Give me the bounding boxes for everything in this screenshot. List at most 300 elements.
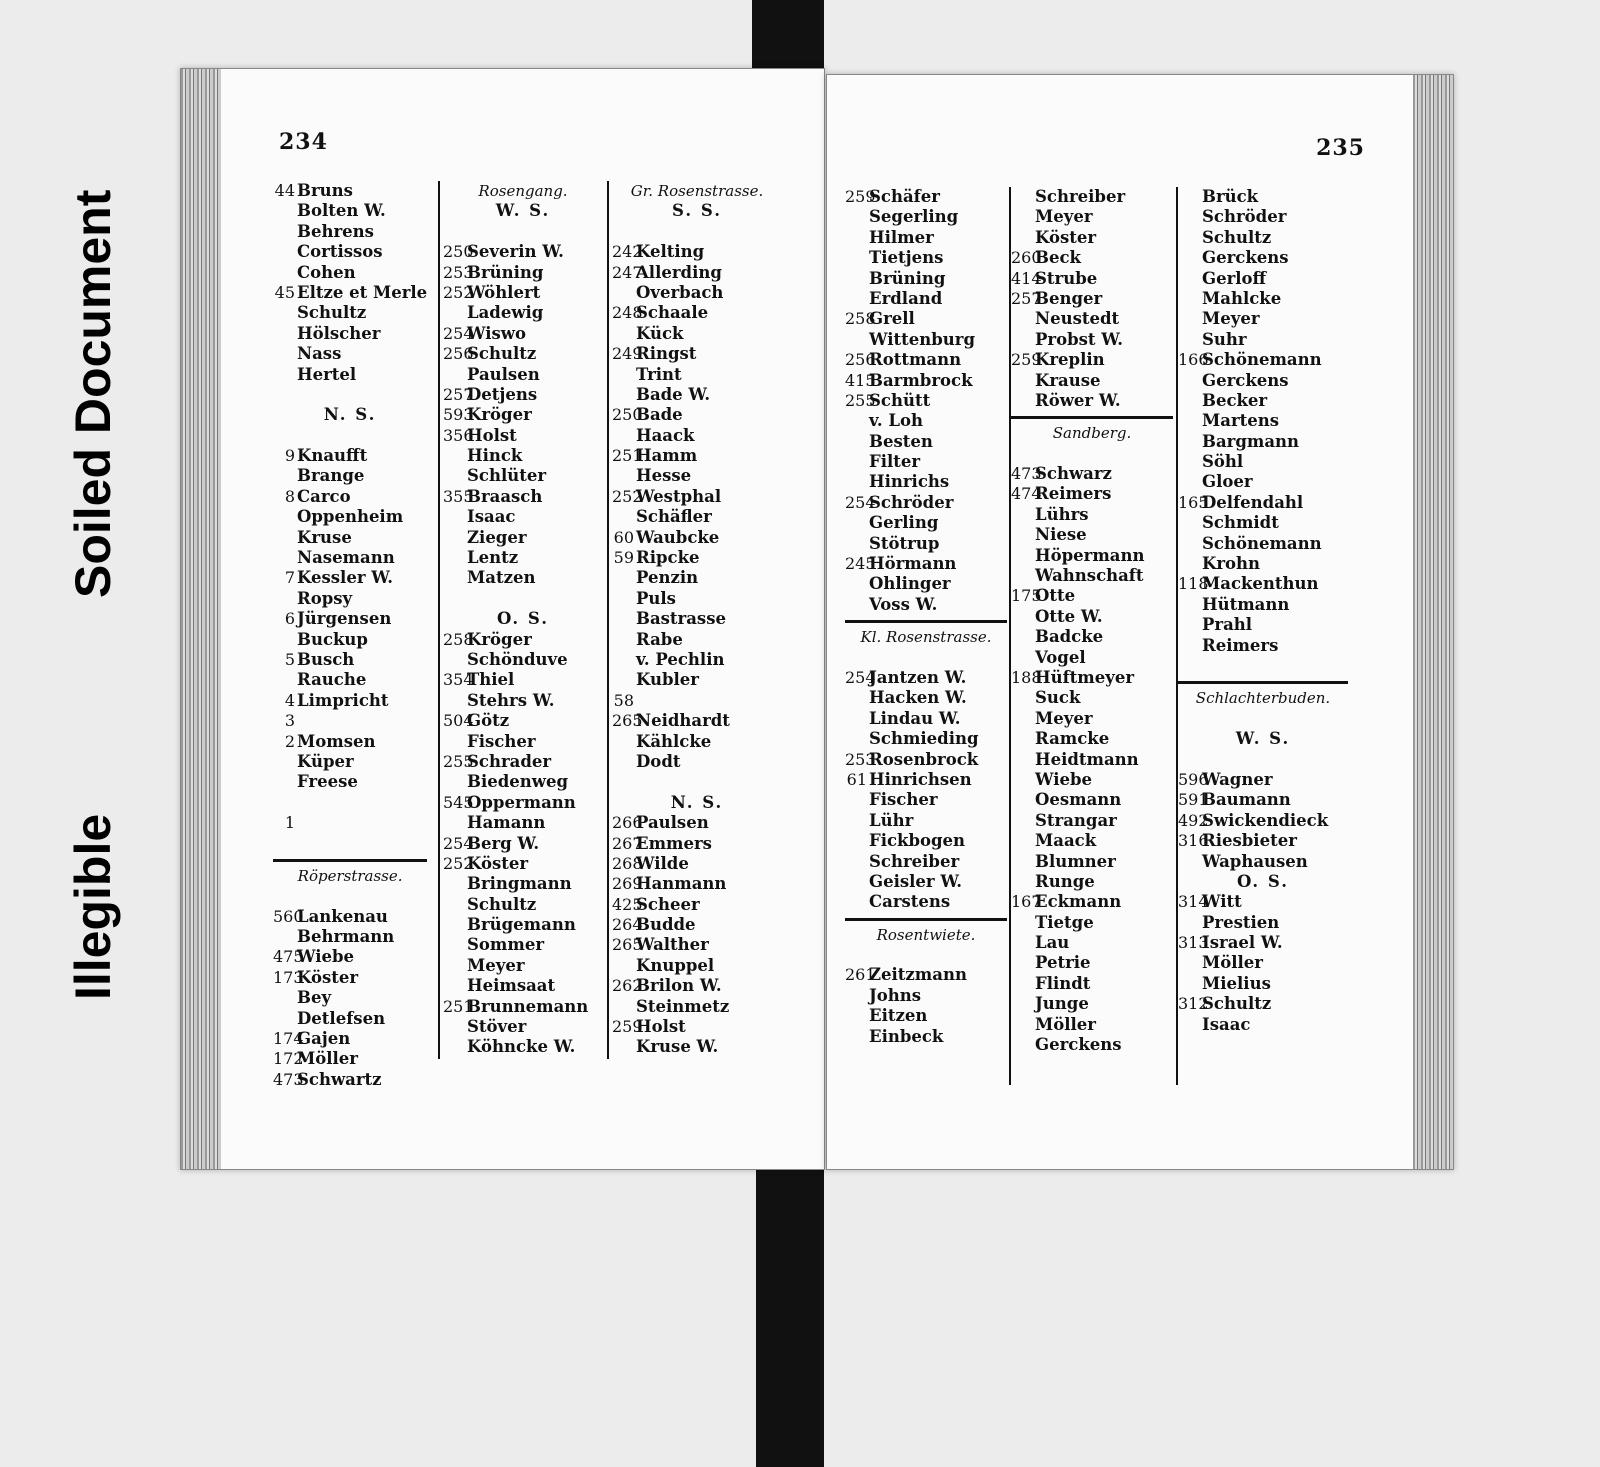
directory-entry: [273, 1070, 427, 1090]
resident-name: Ropsy: [297, 588, 353, 608]
resident-name: Kück: [636, 323, 684, 343]
resident-name: Meyer: [1035, 708, 1093, 728]
resident-name: Jürgensen: [297, 609, 392, 629]
house-number: 354: [443, 670, 474, 690]
resident-name: Suhr: [1202, 329, 1247, 349]
house-number: 245: [845, 554, 876, 574]
resident-name: Schultz: [1202, 994, 1272, 1014]
directory-entry: [443, 670, 603, 690]
resident-name: Oppermann: [467, 792, 576, 812]
house-number: 2: [284, 731, 295, 751]
page-number: 234: [279, 129, 328, 155]
resident-name: Wiebe: [297, 947, 355, 967]
house-number: 355: [443, 486, 474, 506]
resident-name: Severin W.: [467, 242, 564, 262]
directory-entry: [1178, 574, 1348, 594]
resident-name: Hölscher: [297, 323, 381, 343]
spacer: [273, 886, 427, 906]
directory-entry: [443, 324, 603, 344]
resident-name: Maack: [1035, 831, 1097, 851]
resident-name: Brügemann: [467, 915, 576, 935]
left-page: [180, 68, 825, 1170]
directory-entry: [1178, 933, 1348, 953]
house-number: 258: [443, 629, 474, 649]
street-heading: Kl. Rosenstrasse.: [860, 628, 992, 647]
resident-name: Puls: [636, 588, 676, 608]
resident-name: Lau: [1035, 933, 1070, 953]
resident-name: Brange: [297, 466, 365, 486]
house-number: 174: [273, 1029, 304, 1049]
resident-name: Freese: [297, 772, 358, 792]
resident-name: Overbach: [636, 282, 724, 302]
house-number: 175: [1011, 586, 1042, 606]
house-number: 167: [1011, 892, 1042, 912]
resident-name: Brüning: [869, 268, 946, 288]
resident-name: Rosenbrock: [869, 749, 979, 769]
resident-name: Biedenweg: [467, 772, 568, 792]
resident-name: Brunnemann: [467, 996, 589, 1016]
resident-name: Köster: [297, 967, 359, 987]
resident-name: Besten: [869, 431, 933, 451]
binding-strip-bottom: [756, 1168, 824, 1467]
house-number: 545: [443, 792, 474, 812]
resident-name: Sommer: [467, 935, 545, 955]
house-number: 251: [612, 446, 643, 466]
resident-name: Holst: [636, 1017, 686, 1037]
house-number: 4: [284, 690, 295, 710]
directory-entry: [612, 691, 782, 711]
directory-entry: [273, 1049, 427, 1069]
house-number: 165: [1178, 492, 1209, 512]
resident-name: Flindt: [1035, 973, 1091, 993]
directory-entry: [273, 446, 427, 466]
house-number: 258: [845, 309, 876, 329]
directory-entry: [845, 668, 1007, 688]
house-number: 7: [284, 568, 295, 588]
directory-entry: [612, 303, 782, 323]
directory-entry: [1178, 790, 1348, 810]
resident-name: Niese: [1035, 525, 1087, 545]
house-number: 260: [1011, 248, 1042, 268]
resident-name: Ripcke: [636, 548, 700, 568]
resident-name: Mackenthun: [1202, 574, 1319, 594]
resident-name: Emmers: [636, 833, 712, 853]
resident-name: Fischer: [467, 731, 536, 751]
house-number: 356: [443, 425, 474, 445]
column-2: [443, 181, 603, 1058]
house-number: 268: [612, 853, 643, 873]
resident-name: Grell: [869, 309, 915, 329]
directory-entry: [612, 854, 782, 874]
resident-name: Meyer: [467, 955, 525, 975]
resident-name: Dodt: [636, 751, 681, 771]
house-number: 255: [845, 390, 876, 410]
resident-name: Schreiber: [1035, 187, 1126, 206]
resident-name: Schönduve: [467, 649, 568, 669]
resident-name: Schreiber: [869, 851, 960, 871]
spacer: [1011, 444, 1173, 464]
resident-name: Reimers: [1035, 484, 1112, 504]
directory-entry: [443, 793, 603, 813]
page-number: 235: [1316, 135, 1365, 161]
house-number: 473: [1011, 464, 1042, 484]
resident-name: Matzen: [467, 568, 536, 588]
resident-name: Zieger: [467, 527, 527, 547]
house-number: 254: [845, 667, 876, 687]
directory-entry: [273, 650, 427, 670]
resident-name: Paulsen: [636, 813, 709, 833]
directory-entry: [273, 487, 427, 507]
house-number: 252: [443, 853, 474, 873]
directory-entry: [612, 528, 782, 548]
directory-entry: [443, 834, 603, 854]
house-number: 262: [612, 976, 643, 996]
resident-name: Ladewig: [467, 303, 544, 323]
resident-name: Geisler W.: [869, 871, 963, 891]
resident-name: Heimsaat: [467, 976, 556, 996]
house-number: 247: [612, 262, 643, 282]
house-number: 312: [1178, 994, 1209, 1014]
side-heading: N. S.: [670, 792, 724, 812]
resident-name: Gerckens: [1035, 1035, 1122, 1055]
directory-entry: [1178, 493, 1348, 513]
house-number: 248: [612, 303, 643, 323]
page-edge: [181, 69, 221, 1169]
resident-name: Barmbrock: [869, 370, 973, 390]
resident-name: Nasemann: [297, 548, 395, 568]
column-divider: [607, 181, 609, 1059]
resident-name: Bade W.: [636, 384, 711, 404]
resident-name: Lührs: [1035, 504, 1089, 524]
directory-entry: [612, 935, 782, 955]
column-3: [1178, 187, 1348, 1035]
house-number: 492: [1178, 810, 1209, 830]
resident-name: Söhl: [1202, 452, 1244, 472]
directory-entry: [845, 770, 1007, 790]
resident-name: Detlefsen: [297, 1008, 386, 1028]
house-number: 166: [1178, 350, 1209, 370]
resident-name: Lindau W.: [869, 708, 961, 728]
resident-name: Hilmer: [869, 227, 934, 247]
resident-name: Zeitzmann: [869, 965, 967, 985]
directory-entry: [1178, 994, 1348, 1014]
right-page: [826, 74, 1454, 1170]
directory-entry: [443, 242, 603, 262]
resident-name: Strangar: [1035, 810, 1117, 830]
resident-name: Behrmann: [297, 927, 395, 947]
resident-name: v. Loh: [869, 411, 924, 431]
house-number: 256: [845, 350, 876, 370]
resident-name: Isaac: [1202, 1014, 1251, 1034]
resident-name: Schultz: [467, 344, 537, 364]
resident-name: Israel W.: [1202, 933, 1283, 953]
directory-entry: [1011, 892, 1173, 912]
spacer: [443, 589, 603, 609]
resident-name: Kessler W.: [297, 568, 393, 588]
resident-name: Waphausen: [1202, 851, 1308, 871]
house-number: 44: [274, 181, 295, 200]
directory-entry: [612, 915, 782, 935]
directory-entry: [443, 752, 603, 772]
resident-name: Hacken W.: [869, 688, 967, 708]
resident-name: Runge: [1035, 871, 1095, 891]
directory-entry: [612, 976, 782, 996]
house-number: 254: [443, 833, 474, 853]
resident-name: Brilon W.: [636, 976, 722, 996]
directory-entry: [612, 344, 782, 364]
resident-name: Probst W.: [1035, 329, 1124, 349]
directory-entry: [1178, 831, 1348, 851]
resident-name: Becker: [1202, 390, 1268, 410]
directory-entry: [612, 1017, 782, 1037]
resident-name: Suck: [1035, 688, 1081, 708]
resident-name: Gerling: [869, 513, 939, 533]
directory-entry: [273, 813, 427, 833]
resident-name: Kählcke: [636, 731, 712, 751]
resident-name: Schröder: [1202, 207, 1287, 227]
resident-name: Schwartz: [297, 1069, 382, 1089]
house-number: 269: [612, 874, 643, 894]
directory-entry: [443, 426, 603, 446]
resident-name: Wiebe: [1035, 769, 1093, 789]
house-number: 259: [845, 187, 876, 206]
resident-name: Cortissos: [297, 242, 383, 262]
resident-name: Riesbieter: [1202, 831, 1297, 851]
spacer: [273, 426, 427, 446]
house-number: 252: [612, 486, 643, 506]
resident-name: Oppenheim: [297, 507, 404, 527]
directory-entry: [1011, 350, 1173, 370]
directory-entry: [845, 965, 1007, 985]
resident-name: Schäfer: [869, 187, 940, 206]
directory-entry: [612, 834, 782, 854]
house-number: 188: [1011, 667, 1042, 687]
resident-name: Schütt: [869, 390, 931, 410]
directory-entry: [845, 350, 1007, 370]
directory-entry: [612, 711, 782, 731]
section-rule: [845, 615, 1007, 627]
resident-name: Trint: [636, 364, 682, 384]
resident-name: Holst: [467, 425, 517, 445]
directory-entry: [273, 609, 427, 629]
column-2: [1011, 187, 1173, 1055]
resident-name: Kreplin: [1035, 350, 1105, 370]
resident-name: Steinmetz: [636, 996, 730, 1016]
directory-entry: [845, 493, 1007, 513]
resident-name: Allerding: [636, 262, 722, 282]
resident-name: Filter: [869, 452, 921, 472]
house-number: 473: [273, 1069, 304, 1089]
resident-name: Hüftmeyer: [1035, 667, 1135, 687]
resident-name: Rauche: [297, 670, 367, 690]
directory-entry: [443, 405, 603, 425]
house-number: 8: [284, 486, 295, 506]
resident-name: Möller: [1035, 1014, 1096, 1034]
resident-name: Gloer: [1202, 472, 1253, 492]
resident-name: Köster: [467, 853, 529, 873]
house-number: 58: [613, 690, 634, 710]
house-number: 3: [284, 711, 295, 731]
resident-name: Hinrichs: [869, 472, 950, 492]
house-number: 474: [1011, 484, 1042, 504]
resident-name: Hamm: [636, 446, 698, 466]
resident-name: Fischer: [869, 790, 938, 810]
resident-name: Heidtmann: [1035, 749, 1139, 769]
resident-name: Vogel: [1035, 647, 1086, 667]
house-number: 256: [443, 344, 474, 364]
resident-name: Knaufft: [297, 446, 368, 466]
resident-name: Thiel: [467, 670, 515, 690]
resident-name: Hörmann: [869, 554, 957, 574]
resident-name: Budde: [636, 915, 696, 935]
directory-entry: [1178, 892, 1348, 912]
resident-name: Hertel: [297, 364, 357, 384]
spacer: [273, 793, 427, 813]
resident-name: Delfendahl: [1202, 492, 1304, 512]
side-labels: [64, 0, 136, 1467]
house-number: 118: [1178, 574, 1209, 594]
directory-entry: [1011, 484, 1173, 504]
page-edge: [1413, 75, 1453, 1169]
resident-name: Prestien: [1202, 912, 1280, 932]
resident-name: Eltze et Merle: [297, 282, 428, 302]
house-number: 265: [612, 935, 643, 955]
side-heading: N. S.: [323, 405, 377, 425]
resident-name: Hinck: [467, 446, 523, 466]
resident-name: Reimers: [1202, 635, 1279, 655]
house-number: 61: [846, 769, 867, 789]
house-number: 242: [612, 242, 643, 262]
street-heading: Sandberg.: [1052, 424, 1132, 443]
resident-name: Isaac: [467, 507, 516, 527]
house-number: 252: [443, 282, 474, 302]
resident-name: Benger: [1035, 288, 1103, 308]
resident-name: Kubler: [636, 670, 699, 690]
house-number: 9: [284, 446, 295, 466]
resident-name: Hütmann: [1202, 594, 1290, 614]
resident-name: Schrader: [467, 751, 552, 771]
resident-name: Petrie: [1035, 953, 1091, 973]
house-number: 259: [1011, 350, 1042, 370]
house-number: 255: [443, 751, 474, 771]
resident-name: Kröger: [467, 405, 532, 425]
resident-name: Westphal: [636, 486, 722, 506]
directory-entry: [845, 309, 1007, 329]
spacer: [1178, 656, 1348, 676]
resident-name: Knuppel: [636, 955, 715, 975]
resident-name: Wahnschaft: [1035, 566, 1144, 586]
house-number: 265: [612, 711, 643, 731]
resident-name: Penzin: [636, 568, 699, 588]
resident-name: Otte: [1035, 586, 1076, 606]
house-number: 253: [443, 262, 474, 282]
directory-entry: [845, 554, 1007, 574]
resident-name: Schmidt: [1202, 513, 1279, 533]
resident-name: Rabe: [636, 629, 683, 649]
resident-name: Hesse: [636, 466, 692, 486]
resident-name: Wittenburg: [869, 329, 976, 349]
resident-name: Einbeck: [869, 1026, 944, 1046]
house-number: 172: [273, 1049, 304, 1069]
resident-name: Röwer W.: [1035, 390, 1121, 410]
directory-entry: [612, 548, 782, 568]
section-rule: [845, 913, 1007, 925]
directory-entry: [612, 895, 782, 915]
directory-entry: [443, 263, 603, 283]
directory-entry: [273, 907, 427, 927]
resident-name: Neustedt: [1035, 309, 1120, 329]
house-number: 59: [613, 548, 634, 568]
resident-name: Götz: [467, 711, 510, 731]
house-number: 266: [612, 813, 643, 833]
resident-name: Köhncke W.: [467, 1037, 576, 1057]
directory-entry: [273, 181, 427, 201]
resident-name: Carstens: [869, 892, 951, 912]
house-number: 249: [612, 344, 643, 364]
section-rule: [1011, 411, 1173, 423]
side-heading: W. S.: [1235, 729, 1291, 749]
directory-entry: [612, 242, 782, 262]
street-heading: Röperstrasse.: [297, 866, 403, 885]
resident-name: Schultz: [467, 894, 537, 914]
resident-name: Schmieding: [869, 729, 979, 749]
resident-name: Krause: [1035, 370, 1101, 390]
resident-name: Rottmann: [869, 350, 962, 370]
house-number: 1: [284, 813, 295, 833]
column-1: [273, 181, 427, 1090]
resident-name: Busch: [297, 649, 355, 669]
directory-entry: [1178, 350, 1348, 370]
spacer: [1178, 709, 1348, 729]
house-number: 593: [443, 405, 474, 425]
resident-name: Hamann: [467, 813, 546, 833]
resident-name: Mahlcke: [1202, 288, 1282, 308]
directory-entry: [273, 1029, 427, 1049]
spacer: [845, 945, 1007, 965]
column-divider: [438, 181, 440, 1059]
resident-name: Beck: [1035, 248, 1081, 268]
house-number: 314: [1178, 892, 1209, 912]
resident-name: v. Pechlin: [636, 649, 725, 669]
street-heading: Rosentwiete.: [876, 925, 976, 944]
resident-name: Brüning: [467, 262, 544, 282]
house-number: 254: [443, 323, 474, 343]
house-number: 251: [443, 996, 474, 1016]
resident-name: Möller: [1202, 953, 1263, 973]
resident-name: Stöver: [467, 1017, 527, 1037]
directory-entry: [1011, 289, 1173, 309]
street-heading: Schlachterbuden.: [1195, 689, 1331, 708]
directory-entry: [845, 371, 1007, 391]
resident-name: Wiswo: [467, 323, 527, 343]
resident-name: Braasch: [467, 486, 543, 506]
resident-name: Behrens: [297, 221, 374, 241]
resident-name: Otte W.: [1035, 606, 1103, 626]
house-number: 6: [284, 609, 295, 629]
directory-entry: [443, 711, 603, 731]
resident-name: Meyer: [1035, 207, 1093, 227]
spacer: [273, 834, 427, 854]
resident-name: Gajen: [297, 1029, 351, 1049]
directory-entry: [273, 568, 427, 588]
directory-entry: [273, 968, 427, 988]
resident-name: Ringst: [636, 344, 697, 364]
resident-name: Hanmann: [636, 874, 727, 894]
resident-name: Krohn: [1202, 554, 1261, 574]
resident-name: Wilde: [636, 853, 689, 873]
house-number: 560: [273, 906, 304, 926]
directory-entry: [443, 997, 603, 1017]
